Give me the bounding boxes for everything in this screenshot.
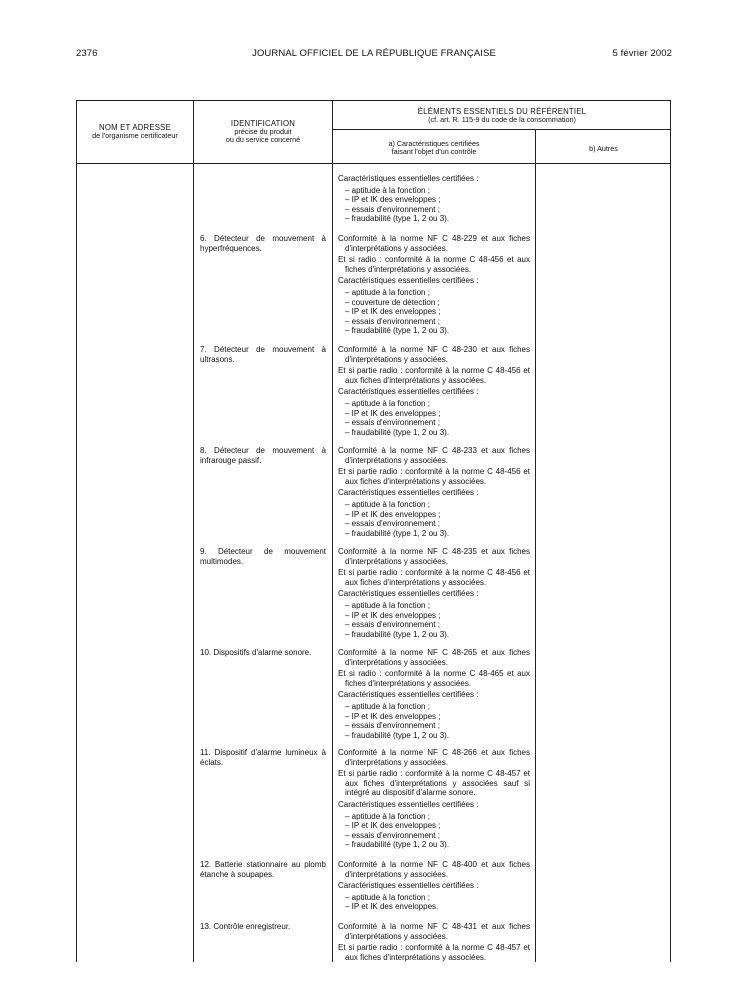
characteristic-item: – aptitude à la fonction ;	[345, 287, 430, 297]
characteristic-item: – essais d'environnement ;	[345, 316, 440, 326]
row-identification: 8. Détecteur de mouvement à infrarouge passif.	[200, 446, 326, 465]
characteristic-item: – aptitude à la fonction ;	[345, 892, 430, 902]
characteristic-item: – aptitude à la fonction ;	[345, 398, 430, 408]
column-divider-3	[535, 129, 536, 962]
characteristic-item: – IP et IK des enveloppes ;	[345, 408, 441, 418]
requirement-text: Caractéristiques essentielles certifiées :	[338, 589, 479, 599]
characteristic-item: – IP et IK des enveloppes.	[345, 902, 439, 912]
page-number: 2376	[76, 48, 98, 59]
requirement-text: Et si partie radio : conformité à la norme C 48-457 et aux fiches d'interprétations y associées.	[338, 943, 530, 962]
row-identification: 9. Détecteur de mouvement multimodes.	[200, 547, 326, 566]
characteristic-item: – IP et IK des enveloppes ;	[345, 509, 441, 519]
characteristic-item: – IP et IK des enveloppes ;	[345, 307, 441, 317]
header-identification-sub1: précise du produit	[234, 127, 292, 137]
characteristic-item: – fraudabilité (type 1, 2 ou 3).	[345, 730, 450, 740]
requirement-text: Conformité à la norme NF C 48-230 et aux fiches d'interprétations y associées.	[338, 345, 530, 364]
row-identification: 7. Détecteur de mouvement à ultrasons.	[200, 345, 326, 364]
characteristic-item: – essais d'environnement ;	[345, 721, 440, 731]
characteristic-item: – essais d'environnement ;	[345, 519, 440, 529]
journal-title: JOURNAL OFFICIEL DE LA RÉPUBLIQUE FRANÇAISE	[252, 48, 496, 59]
requirement-text: Caractéristiques essentielles certifiées :	[338, 881, 479, 891]
row-identification: 13. Contrôle enregistreur.	[200, 922, 291, 931]
header-elements-title: ÉLÉMENTS ESSENTIELS DU RÉFÉRENTIEL	[417, 107, 587, 116]
header-bottom-rule	[76, 163, 671, 164]
characteristic-item: – fraudabilité (type 1, 2 ou 3).	[345, 427, 450, 437]
column-divider-1	[193, 100, 194, 962]
characteristic-item: – aptitude à la fonction ;	[345, 701, 430, 711]
row-identification: 11. Dispositif d'alarme lumineux à éclats.	[200, 748, 326, 767]
requirement-text: Conformité à la norme NF C 48-229 et aux fiches d'interprétations y associées.	[338, 234, 530, 253]
row-certified-characteristics	[338, 860, 530, 915]
row-certified-characteristics	[338, 648, 530, 743]
row-identification: 12. Batterie stationnaire au plomb étanche à soupapes.	[200, 860, 326, 879]
row-certified-characteristics	[338, 922, 530, 964]
row-certified-characteristics	[338, 446, 530, 541]
requirement-text: Et si partie radio : conformité à la norme C 48-456 et aux fiches d'interprétations y associées.	[338, 568, 530, 587]
row-certified-characteristics	[338, 547, 530, 642]
column-divider-2	[332, 100, 333, 962]
characteristic-item: – essais d'environnement ;	[345, 830, 440, 840]
characteristic-item: – fraudabilité (type 1, 2 ou 3).	[345, 214, 450, 224]
characteristic-item: – IP et IK des enveloppes ;	[345, 711, 441, 721]
row-identification: 6. Détecteur de mouvement à hyperfréquences.	[200, 234, 326, 253]
characteristic-item: – aptitude à la fonction ;	[345, 499, 430, 509]
characteristic-item: – fraudabilité (type 1, 2 ou 3).	[345, 326, 450, 336]
characteristic-item: – essais d'environnement ;	[345, 620, 440, 630]
header-mid-rule	[332, 129, 671, 130]
requirement-text: Et si radio : conformité à la norme C 48-456 et aux fiches d'interprétations y associées.	[338, 255, 530, 274]
header-organisme	[78, 124, 192, 140]
row-certified-characteristics	[338, 748, 530, 853]
requirement-text: Et si partie radio : conformité à la norme C 48-456 et aux fiches d'interprétations y associées.	[338, 366, 530, 385]
header-col-a-line2: faisant l'objet d'un contrôle	[391, 147, 477, 157]
requirement-text: Caractéristiques essentielles certifiées :	[338, 488, 479, 498]
requirement-text: Et si partie radio : conformité à la norme C 48-457 et aux fiches d'interprétations y associées sauf si intégré au dispositif d'alarme sonore.	[338, 769, 530, 798]
characteristic-item: – essais d'environnement ;	[345, 204, 440, 214]
header-identification	[195, 120, 331, 145]
requirement-text: Caractéristiques essentielles certifiées :	[338, 174, 479, 183]
characteristic-item: – IP et IK des enveloppes ;	[345, 195, 441, 205]
row-certified-characteristics	[338, 345, 530, 440]
requirement-text: Conformité à la norme NF C 48-265 et aux fiches d'interprétations y associées.	[338, 648, 530, 667]
characteristic-item: – fraudabilité (type 1, 2 ou 3).	[345, 629, 450, 639]
header-col-b: b) Autres	[589, 144, 618, 153]
header-elements	[334, 108, 670, 124]
row-certified-characteristics	[338, 234, 530, 339]
header-identification-sub2: ou du service concerné	[225, 135, 301, 145]
table-right-border	[670, 100, 671, 962]
requirement-text: Caractéristiques essentielles certifiées :	[338, 387, 479, 397]
characteristic-item: – IP et IK des enveloppes ;	[345, 610, 441, 620]
header-elements-subtitle: (cf. art. R. 115-9 du code de la consommation)	[428, 115, 576, 125]
characteristic-item: – fraudabilité (type 1, 2 ou 3).	[345, 840, 450, 850]
header-col-a	[334, 140, 534, 156]
requirement-text: Et si radio : conformité à la norme C 48-465 et aux fiches d'interprétations y associées.	[338, 669, 530, 688]
characteristic-item: – couverture de détection ;	[345, 297, 440, 307]
characteristic-item: – essais d'environnement ;	[345, 418, 440, 428]
requirement-text: Et si partie radio : conformité à la norme C 48-456 et aux fiches d'interprétations y associées.	[338, 467, 530, 486]
requirement-text: Caractéristiques essentielles certifiées :	[338, 690, 479, 700]
requirement-text: Conformité à la norme NF C 48-431 et aux fiches d'interprétations y associées.	[338, 922, 530, 941]
requirement-text: Caractéristiques essentielles certifiées :	[338, 799, 479, 809]
requirement-text: Conformité à la norme NF C 48-235 et aux fiches d'interprétations y associées.	[338, 547, 530, 566]
header-organisme-title: NOM ET ADRESSE	[99, 123, 171, 132]
header-organisme-subtitle: de l'organisme certificateur	[92, 131, 178, 141]
characteristic-item: – aptitude à la fonction ;	[345, 811, 430, 821]
header-col-a-line1: a) Caractéristiques certifiées	[388, 139, 480, 148]
characteristic-item: – IP et IK des enveloppes ;	[345, 821, 441, 831]
table-top-rule	[76, 100, 671, 101]
requirement-text: Conformité à la norme NF C 48-266 et aux fiches d'interprétations y associées.	[338, 748, 530, 767]
characteristic-item: – fraudabilité (type 1, 2 ou 3).	[345, 528, 450, 538]
requirement-text: Conformité à la norme NF C 48-233 et aux fiches d'interprétations y associées.	[338, 446, 530, 465]
row-certified-characteristics	[338, 174, 530, 227]
table-left-border	[76, 100, 77, 962]
header-identification-title: IDENTIFICATION	[230, 119, 296, 128]
requirement-text: Caractéristiques essentielles certifiées :	[338, 276, 479, 286]
characteristic-item: – aptitude à la fonction ;	[345, 600, 430, 610]
characteristic-item: – aptitude à la fonction ;	[345, 185, 430, 195]
publication-date: 5 février 2002	[612, 48, 672, 59]
requirement-text: Conformité à la norme NF C 48-400 et aux fiches d'interprétations y associées.	[338, 860, 530, 879]
row-identification: 10. Dispositifs d'alarme sonore.	[200, 648, 312, 657]
